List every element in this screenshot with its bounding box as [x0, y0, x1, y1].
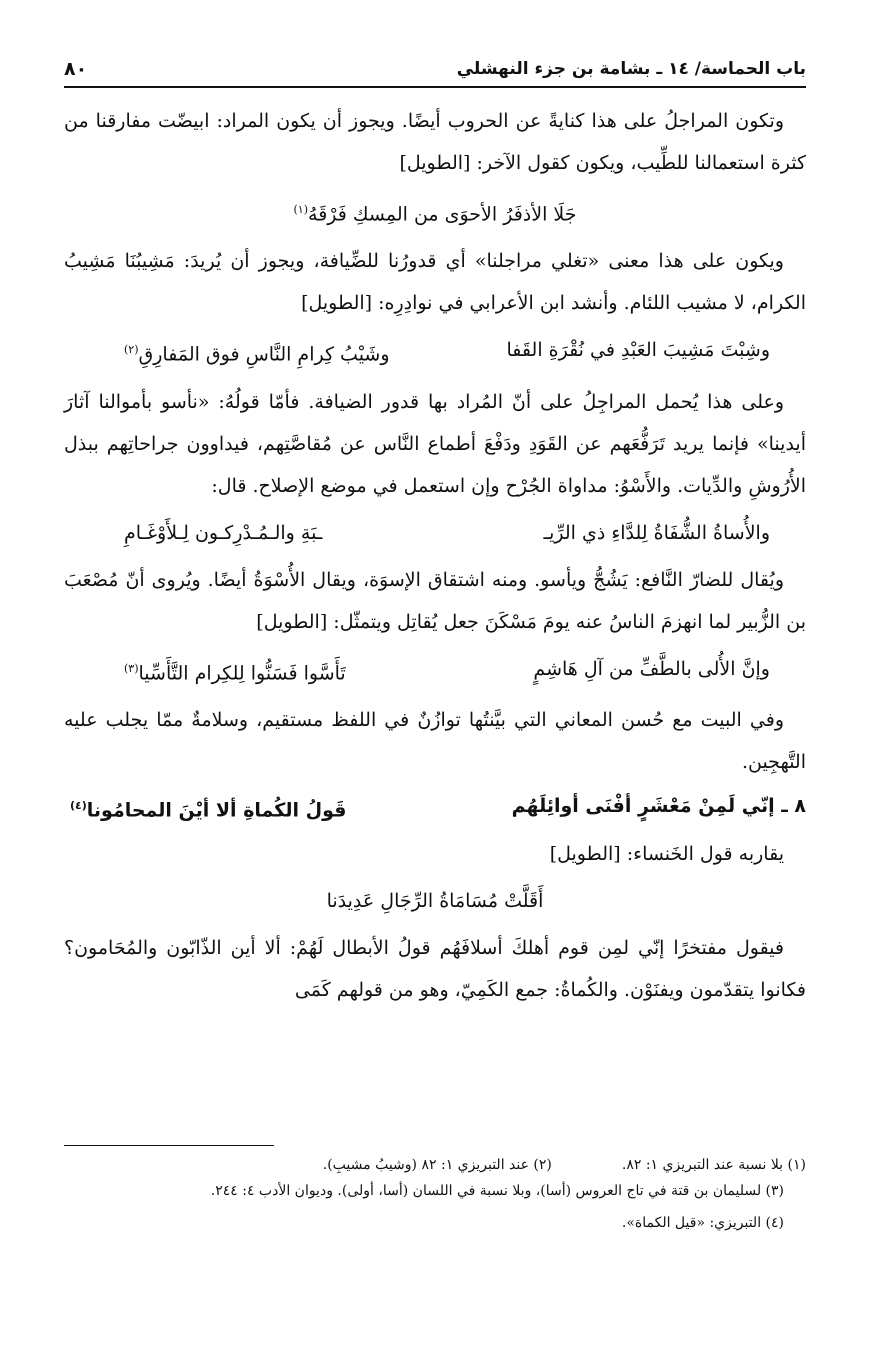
paragraph: يقاربه قول الخَنساء: [الطويل] — [549, 843, 784, 866]
paragraph: وتكون المراجلُ على هذا كنايةً عن الحروب أيضًا. ويجوز أن يكون المراد: ابيضّت مفارقنا من كثرة استعمالنا للطِّيب، ويكون كقول الآخر: [الطويل] — [64, 110, 806, 174]
page-body — [64, 100, 806, 1011]
footnote-ref: (٢) — [124, 343, 139, 357]
verse-text: أَقَلَّتْ مُسَامَاةُ الرِّجَالِ عَدِيدَنا — [326, 890, 544, 913]
page-number: ٨٠ — [64, 58, 88, 80]
verse-text: جَلَا الأذفَرُ الأحوَى من المِسكِ فَرْقَهُ — [308, 203, 577, 226]
verse-couplet — [64, 511, 806, 555]
paragraph: وفي البيت مع حُسن المعاني التي بيَّنتُها توازُنٌ في اللفظ مستقيم، وسلامةٌ ممّا يجلب عليه التَّهجِين. — [64, 708, 806, 773]
footnote-ref: (٤) — [70, 798, 87, 812]
verse-second-hemistich: قَولُ الكُماةِ ألا أيْنَ المحامُونا — [86, 799, 347, 822]
verse-couplet — [64, 647, 806, 695]
verse-second-hemistich: ـبَةِ والـمُـدْرِكـون لِـلأَوْغَـامِ — [124, 521, 323, 544]
verse-first-hemistich: والأُساةُ الشُّفَاةُ لِلدَّاءِ ذي الرِّيـ — [543, 521, 770, 544]
footnote-2: (٢) عند التبريزي ١: ٨٢ (وشيبُ مشيبِ). — [322, 1157, 552, 1173]
paragraph: ويكون على هذا معنى «تغلي مراجلنا» أي قدورُنا للضِّيافة، ويجوز أن يُريدَ: مَشِيبُنَا مَشِيبُ الكرام، لا مشيب اللئام. وأنشد ابن الأعرابي في نوادِرِه: [الطويل] — [64, 250, 806, 315]
paragraph: وعلى هذا يُحمل المراجِلُ على أنّ المُراد بها قدور الضيافة. فأمّا قولُهُ: «نأسو بأموالنا آثارَ أيدينا» فإنما يريد تَرَفُّعَهم عن القَوَدِ ودَفْعَ أطماع النَّاس عن مُقاصَّتِهم، فيداوون جراحاتِهم ببذل الأُرُوشِ والدِّيات. والأَسْوُ: مداواة الجُرْح وإن استعمل في موضع الإصلاح. قال: — [64, 390, 806, 497]
verse-second-hemistich: وشَيْبُ كِرامِ النَّاسِ فوق المَفارِقِ — [138, 343, 390, 366]
paragraph: ويُقال للضارّ النَّافع: يَشُجُّ ويأسو. ومنه اشتقاق الإسوَة، ويقال الأُسْوَةُ أيضًا. ويُروى أنّ مُصْعَبَ بن الزُّبير لما انهزمَ الناسُ عنه يومَ مَسْكَنَ جعل يُقاتِل ويتمثّل: [الطويل] — [64, 568, 806, 633]
verse-first-hemistich: وإنَّ الأُلى بالطَّفِّ من آلِ هَاشِمٍ — [533, 657, 770, 680]
verse-first-hemistich: وشِبْتَ مَشِيبَ العَبْدِ في نُقْرَةِ القَفا — [506, 339, 770, 362]
verse-line — [64, 879, 806, 923]
book-page — [64, 52, 806, 1332]
verse-line — [64, 188, 806, 236]
footnotes — [64, 1145, 806, 1236]
footnote-3: (٣) لسليمان بن قتة في تاج العروس (أسا)، وبلا نسبة في اللسان (أسا، أولى). وديوان الأدب ٤: ٢٤٤. — [210, 1183, 784, 1199]
running-title: باب الحماسة/ ١٤ ـ بشامة بن جزء النهشلي — [456, 59, 806, 79]
verse-couplet — [64, 328, 806, 376]
verse-first-hemistich: ٨ ـ إنّي لَمِنْ مَعْشَرٍ أفْنَى أوائِلَهُم — [511, 794, 806, 817]
footnote-ref: (٣) — [124, 661, 139, 675]
page-header — [64, 52, 806, 88]
footnote-ref: (١) — [293, 203, 309, 216]
verse-second-hemistich: تَأَسَّوا فَسَنُّوا لِلكِرام التَّأَسِّيا — [138, 661, 346, 684]
footnote-divider — [64, 1145, 274, 1146]
footnote-4: (٤) التبريزي: «قيل الكماة». — [621, 1215, 784, 1231]
footnote-1: (١) بلا نسبة عند التبريزي ١: ٨٢. — [621, 1157, 806, 1173]
poem-verse-heading — [64, 783, 806, 833]
footnote-row — [64, 1152, 806, 1178]
paragraph: فيقول مفتخرًا إنّي لمِن قوم أهلكَ أسلافَهُم قولُ الأبطال لَهُمْ: ألا أين الذّابّون والمُحَامون؟ فكانوا يتقدّمون ويفنَوْن. والكُماةُ: جمع الكَمِيّ، وهو من قولهم كَمَى — [64, 937, 806, 1002]
